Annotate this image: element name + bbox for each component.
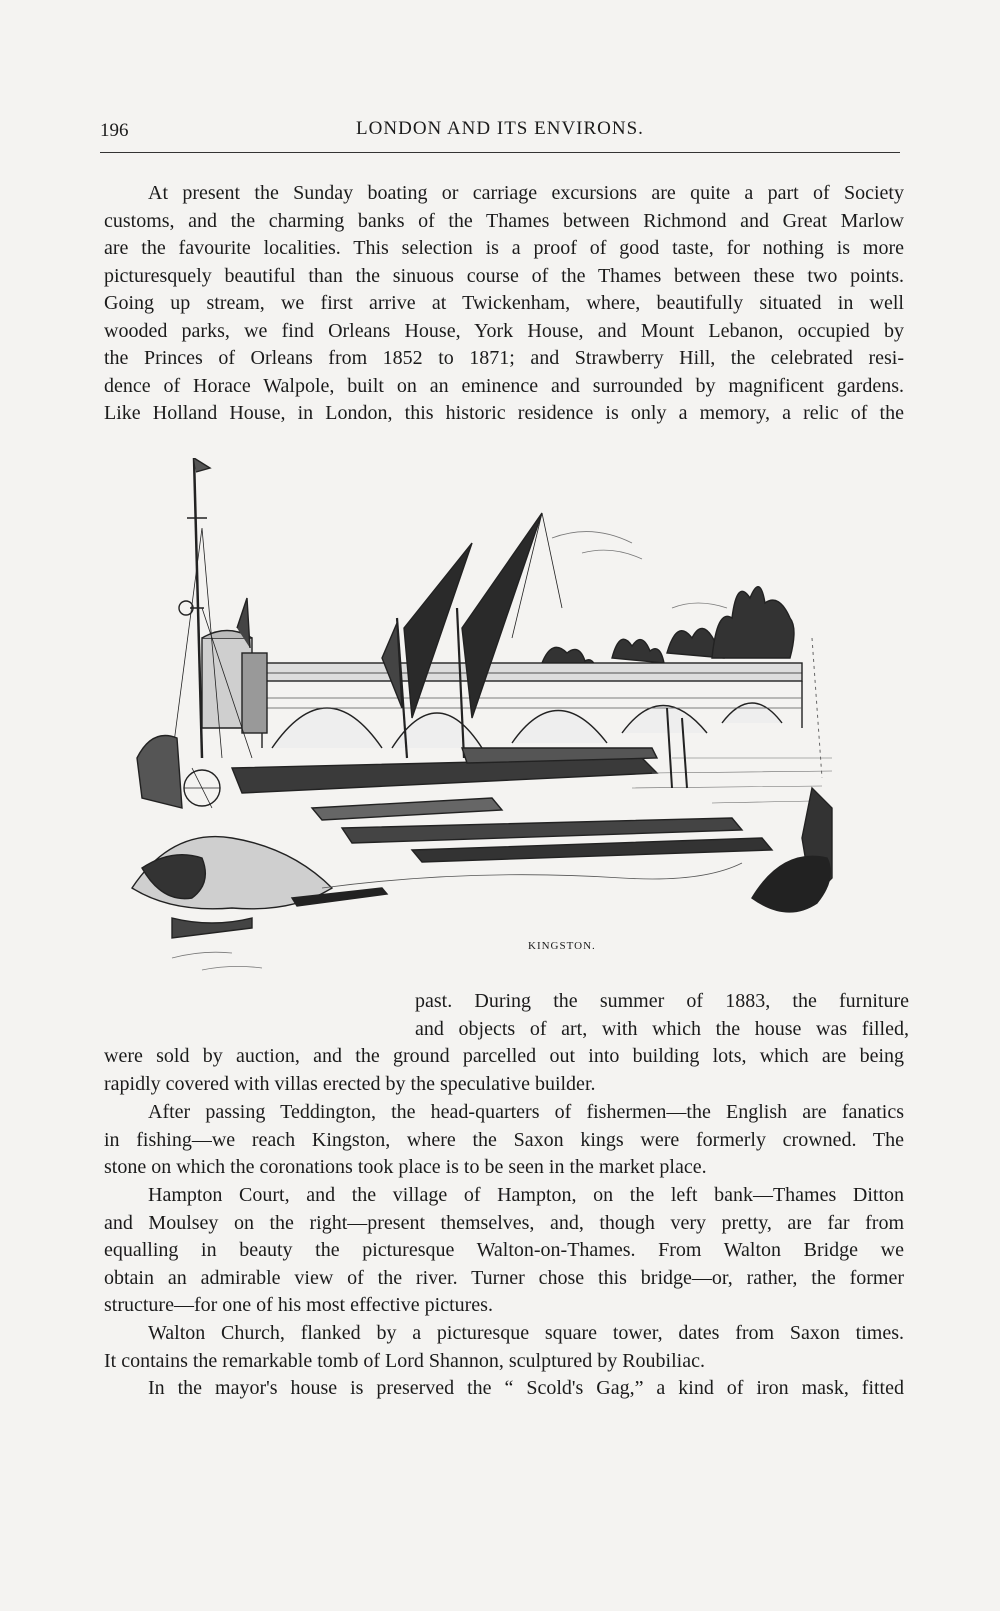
text-line: equalling in beauty the picturesque Walton-on-Thames. From Walton Bridge we [104, 1239, 904, 1261]
paragraph-1 [104, 180, 904, 428]
text-line: It contains the remarkable tomb of Lord Shannon, sculptured by Roubiliac. [104, 1349, 705, 1372]
text-line: the Princes of Orleans from 1852 to 1871; and Strawberry Hill, the celebrated resi- [104, 347, 904, 369]
paragraph-3 [104, 1099, 904, 1182]
running-head: LONDON AND ITS ENVIRONS. [356, 118, 644, 139]
illustration-caption: KINGSTON. [528, 940, 596, 952]
text-line: In the mayor's house is preserved the “ Scold's Gag,” a kind of iron mask, fitted [148, 1377, 904, 1399]
text-line: were sold by auction, and the ground parcelled out into building lots, which are being [104, 1045, 904, 1067]
text-line: picturesquely beautiful than the sinuous course of the Thames between these two points. [104, 264, 904, 287]
text-line: stone on which the coronations took place is to be seen in the market place. [104, 1156, 707, 1178]
header-rule [100, 152, 900, 153]
paragraph-5 [104, 1320, 904, 1375]
text-line: structure—for one of his most effective pictures. [104, 1294, 493, 1316]
text-line: Hampton Court, and the village of Hampton, on the left bank—Thames Ditton [148, 1184, 904, 1206]
text-line: Walton Church, flanked by a picturesque square tower, dates from Saxon times. [148, 1322, 904, 1344]
text-line: and Moulsey on the right—present themselves, and, though very pretty, are far from [104, 1211, 904, 1234]
paragraph-2-indented [415, 988, 909, 1043]
page-header [100, 114, 900, 144]
paragraph-2 [104, 1043, 904, 1098]
paragraph-6 [104, 1375, 904, 1403]
text-line: in fishing—we reach Kingston, where the Saxon kings were formerly crowned. The [104, 1128, 904, 1151]
kingston-illustration [112, 458, 872, 978]
page-number: 196 [100, 120, 129, 141]
text-line: Going up stream, we first arrive at Twickenham, where, beautifully situated in well [104, 292, 904, 314]
text-line: wooded parks, we find Orleans House, York House, and Mount Lebanon, occupied by [104, 319, 904, 342]
text-line: Like Holland House, in London, this historic residence is only a memory, a relic of the [104, 402, 904, 424]
text-line: obtain an admirable view of the river. Turner chose this bridge—or, rather, the former [104, 1266, 904, 1289]
engraving-image [112, 458, 872, 978]
text-line: are the favourite localities. This selection is a proof of good taste, for nothing is more [104, 237, 904, 259]
text-line: and objects of art, with which the house was filled, [415, 1017, 909, 1040]
text-line: past. During the summer of 1883, the furniture [415, 990, 909, 1012]
text-line: rapidly covered with villas erected by the speculative builder. [104, 1072, 596, 1095]
text-line: dence of Horace Walpole, built on an eminence and surrounded by magnificent gardens. [104, 374, 904, 397]
text-line: customs, and the charming banks of the Thames between Richmond and Great Marlow [104, 209, 904, 232]
paragraph-4 [104, 1182, 904, 1320]
text-line: At present the Sunday boating or carriage excursions are quite a part of Society [148, 182, 904, 204]
text-line: After passing Teddington, the head-quarters of fishermen—the English are fanatics [148, 1101, 904, 1123]
